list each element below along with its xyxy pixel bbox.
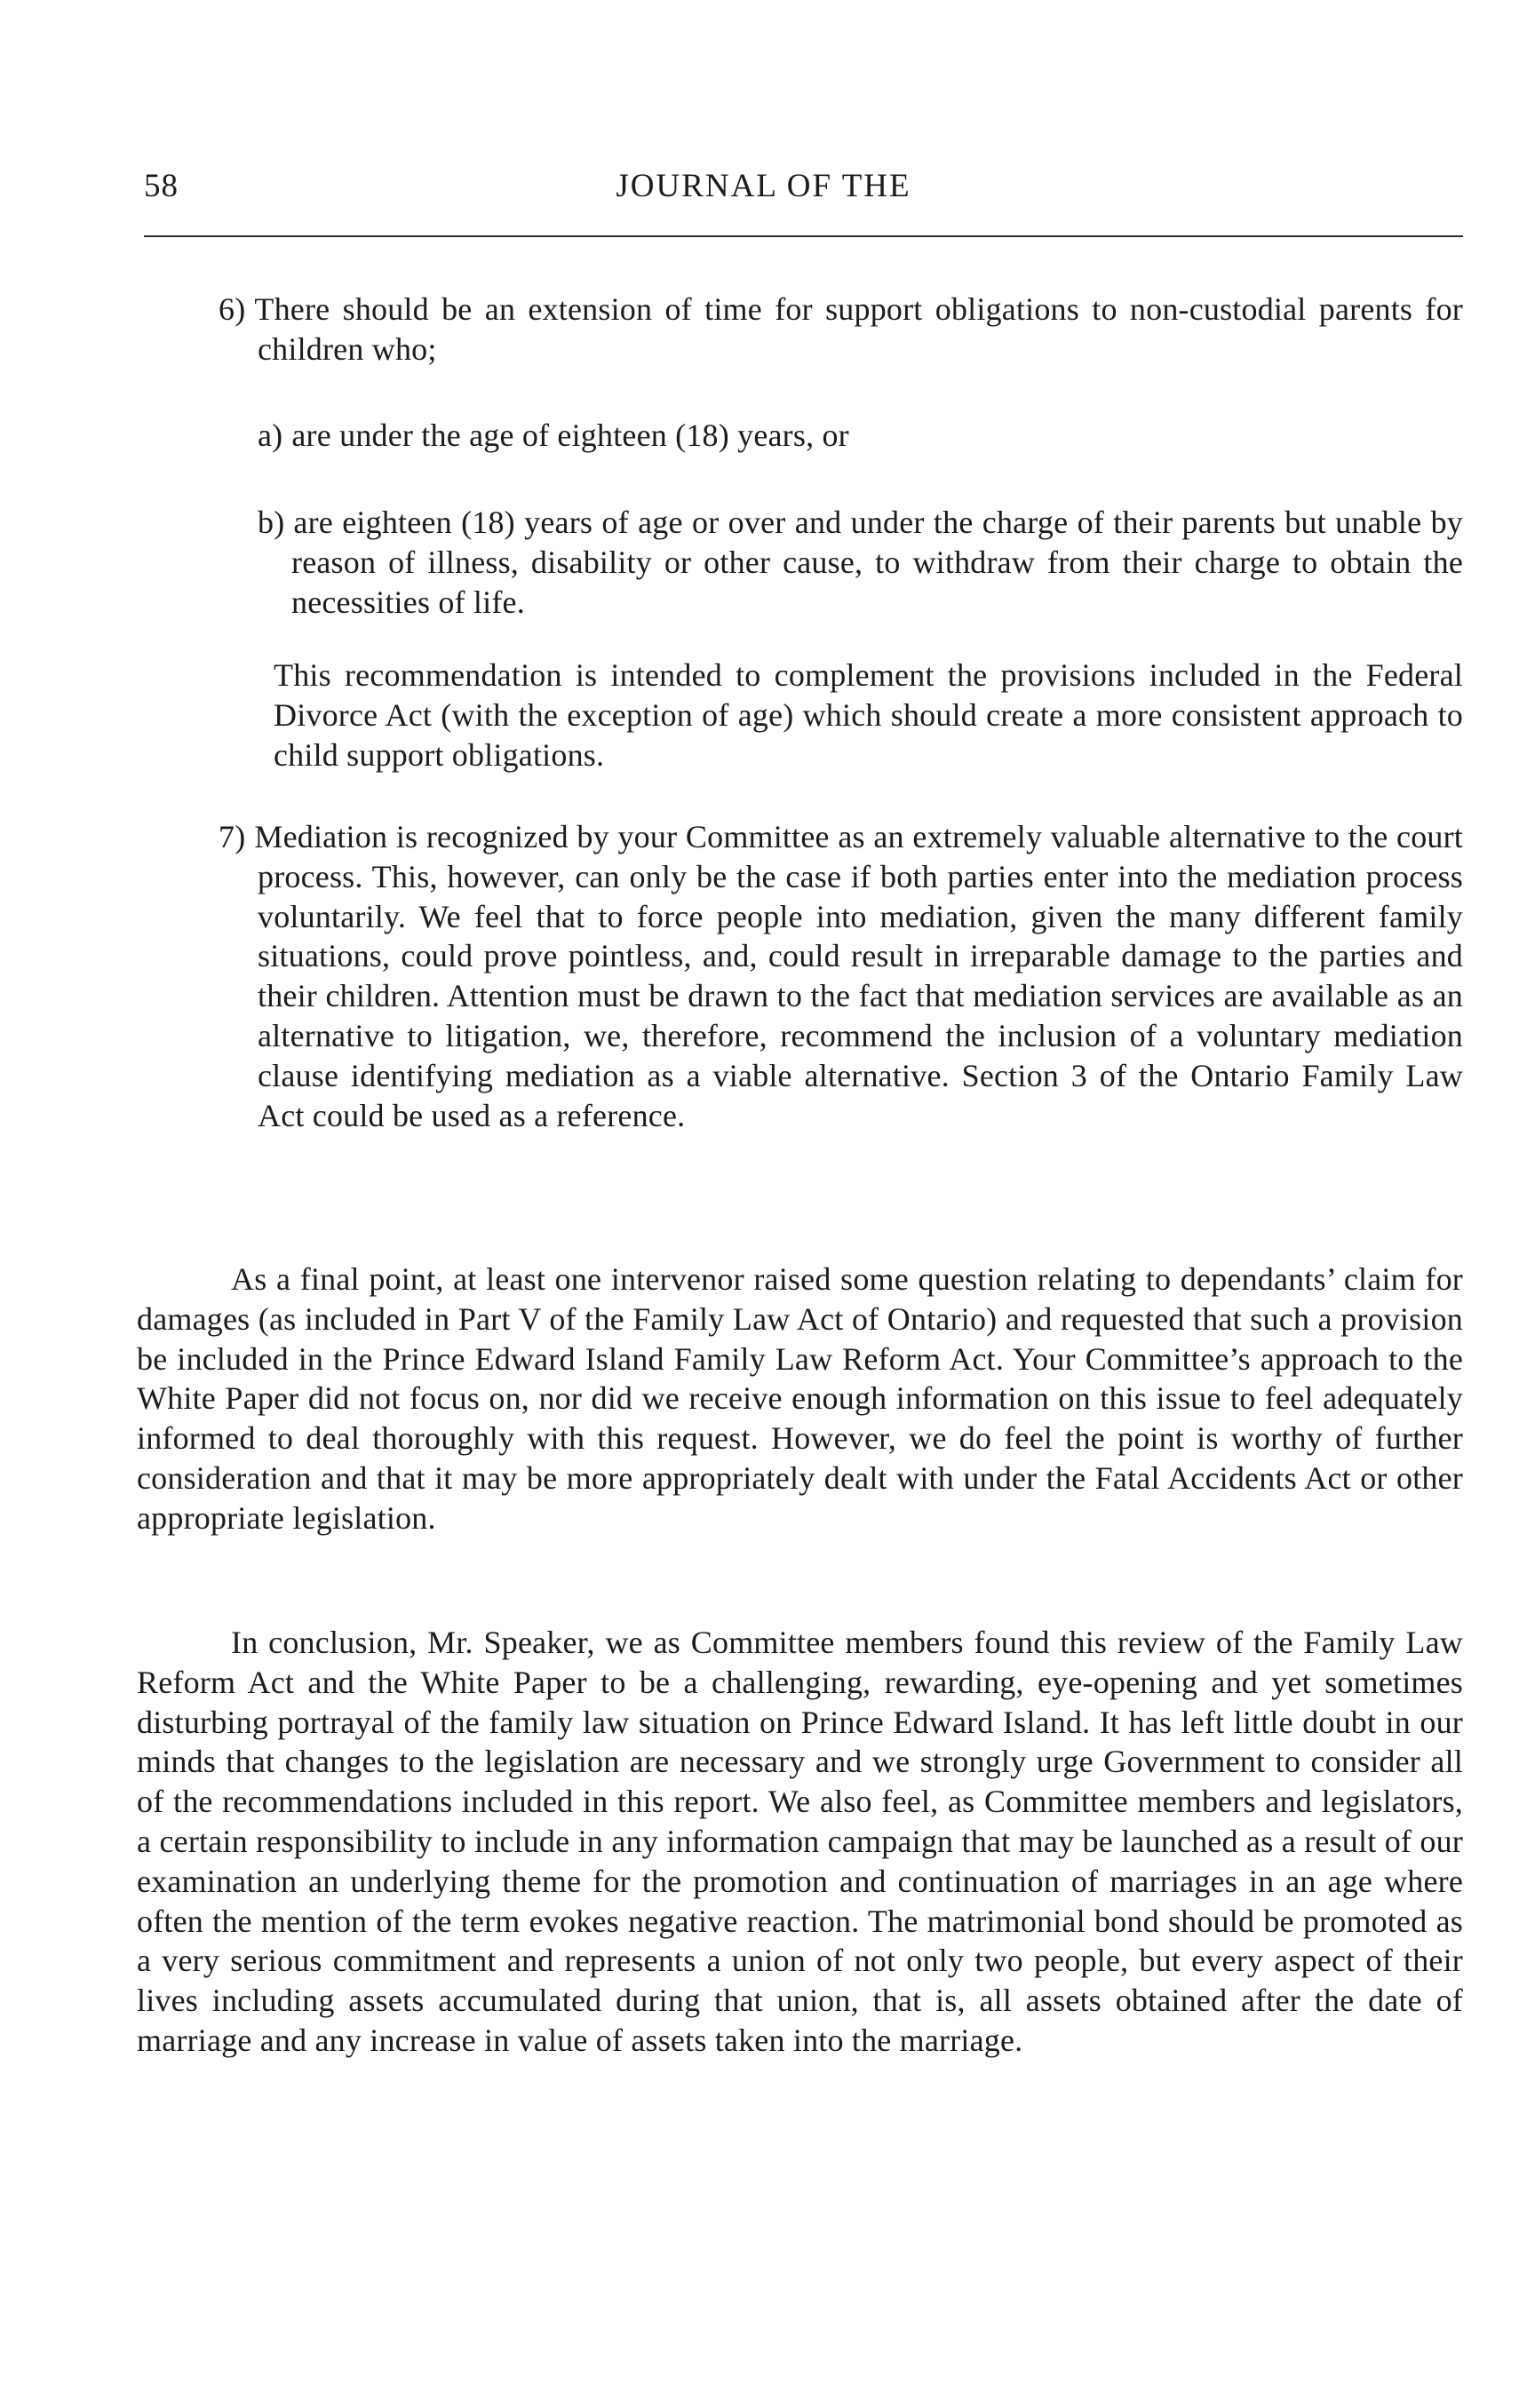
recommendation-7-number: 7) [219,819,246,854]
recommendation-6-text: There should be an extension of time for support obligations to non-custodial parents for children who; [254,291,1463,367]
subitem-b-marker: b) [258,505,285,540]
recommendation-6 [219,290,1463,370]
subitem-a-text: are under the age of eighteen (18) years, or [291,417,849,453]
recommendation-7 [219,817,1463,1135]
recommendation-6-number: 6) [219,291,246,327]
page-header [0,0,1527,231]
running-head: JOURNAL OF THE [616,168,911,204]
recommendation-6-subitem-a [258,416,1463,456]
recommendation-6-subitem-b [258,503,1463,622]
conclusion-paragraph: In conclusion, Mr. Speaker, we as Committee members found this review of the Family Law Reform Act and the White Paper to be a challenging, rewarding, eye-opening and yet sometimes disturbing portrayal of the family law situation on Prince Edward Island. It has left little doubt in our minds that changes to the legislation are necessary and we strongly urge Government to consider all of the recommendations included in this report. We also feel, as Committee members and legislators, a certain responsibility to include in any information campaign that may be launched as a result of our examination an underlying theme for the promotion and continuation of marriages in an age where often the mention of the term evokes negative reaction. The matrimonial bond should be promoted as a very serious commitment and represents a union of not only two people, but every aspect of their lives including assets accumulated during that union, that is, all assets obtained after the date of marriage and any increase in value of assets taken into the marriage. [137,1625,1463,2058]
recommendation-6-note: This recommendation is intended to complement the provisions included in the Federal Divorce Act (with the exception of age) which should create a more consistent approach to child support obligations. [274,657,1463,773]
subitem-a-marker: a) [258,417,283,453]
final-point-paragraph: As a final point, at least one intervenor raised some question relating to dependants’ claim for damages (as included in Part V of the Family Law Act of Ontario) and requested that such a provision be included in the Prince Edward Island Family Law Reform Act. Your Committee’s approach to the White Paper did not focus on, nor did we receive enough information on this issue to feel adequately informed to deal thoroughly with this request. However, we do feel the point is worthy of further consideration and that it may be more appropriately dealt with under the Fatal Accidents Act or other appropriate legislation. [137,1261,1463,1536]
subitem-b-text: are eighteen (18) years of age or over and under the charge of their parents but unable by reason of illness, disability or other cause, to withdraw from their charge to obtain the necessities of life. [291,505,1463,620]
page-number: 58 [144,168,179,204]
recommendation-7-text: Mediation is recognized by your Committee as an extremely valuable alternative to the court process. This, however, can only be the case if both parties enter into the mediation process voluntarily. We feel that to force people into mediation, given the many different family situations, could prove pointless, and, could result in irreparable damage to the parties and their children. Attention must be drawn to the fact that mediation services are available as an alternative to litigation, we, therefore, recommend the inclusion of a voluntary mediation clause identifying mediation as a viable alternative. Section 3 of the Ontario Family Law Act could be used as a reference. [254,819,1463,1133]
header-rule [144,235,1463,237]
